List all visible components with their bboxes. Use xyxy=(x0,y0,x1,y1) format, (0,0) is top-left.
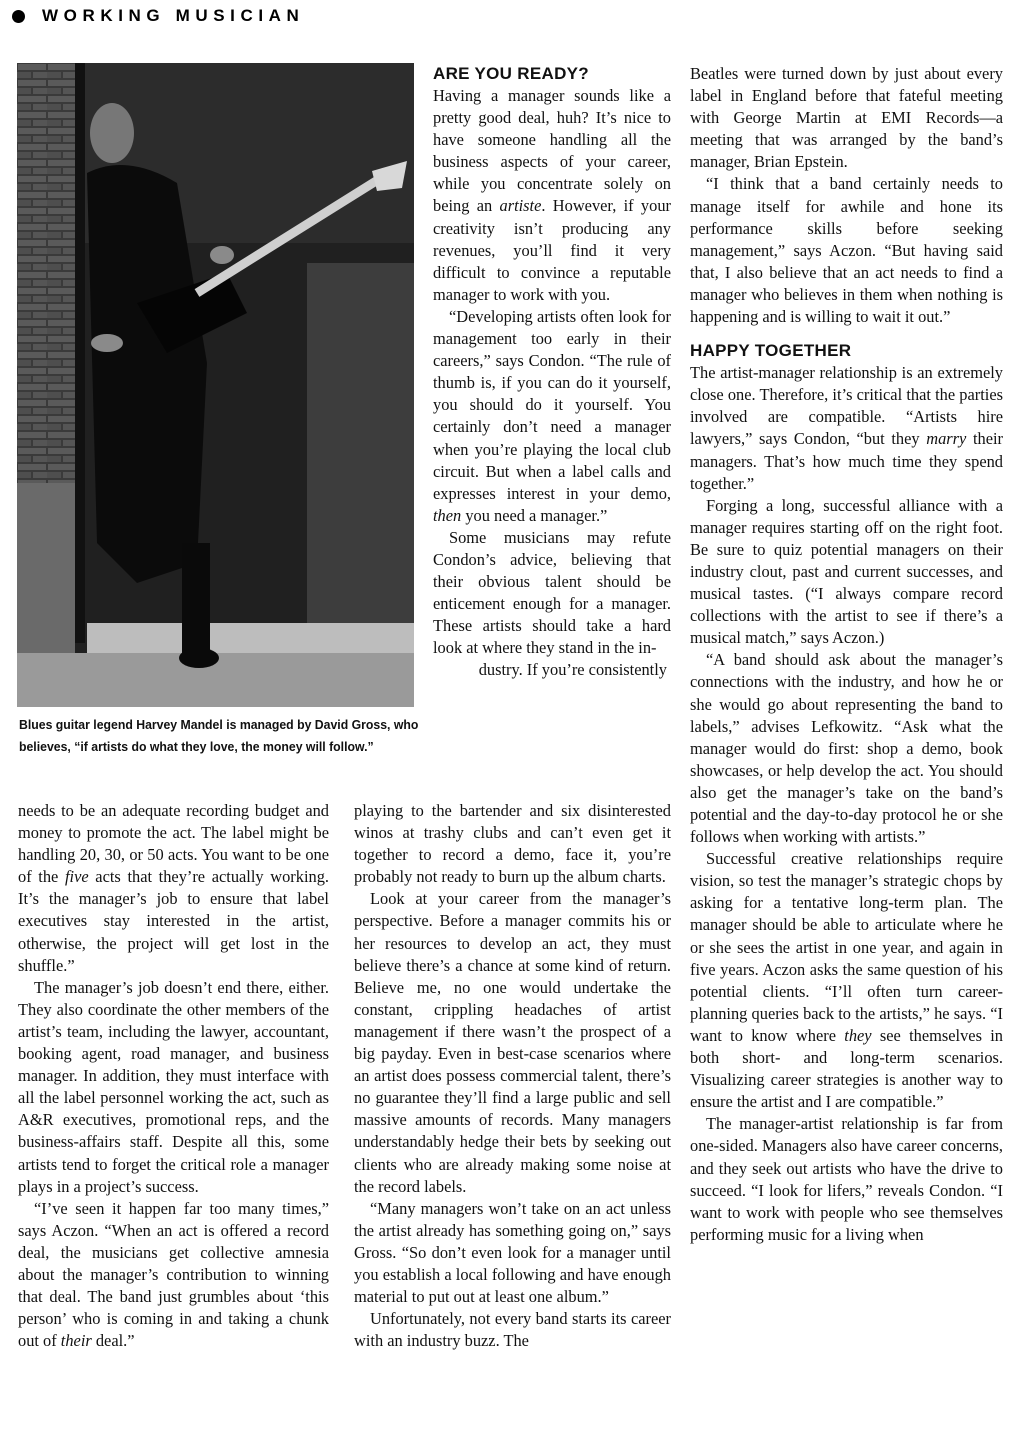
paragraph: The manager’s job doesn’t end there, either. They also coordinate the other members of the artist’s team, including the lawyer, accountant, booking agent, road manager, and business manager. In addition, they must interface with all the label personnel working the act, such as A&R executives, promotional reps, and the business-affairs staff. Despite all this, some artists tend to forget the critical role a manager plays in a project’s success. xyxy=(18,977,329,1196)
text: “Developing artists often look for management too early in their careers,” says Condon. “The rule of thumb is, if you can do it yourself, you should do it yourself. You certainly don’t need a manager when you’re playing the local club circuit. But when a label calls and expresses interest in your demo, xyxy=(433,306,671,503)
text: acts that they’re actually working. It’s the manager’s job to ensure that label executives stay interested in the artist, otherwise, the project will get lost in the shuffle.” xyxy=(18,867,329,975)
paragraph: Look at your career from the manager’s perspective. Before a manager commits his or her resources to develop an act, they must believe there’s a chance at some kind of return. Believe me, no one would undertake the constant, crippling headaches of artist management if there wasn’t the prospect of a big payday. Even in best-case scenarios where an artist does possess commercial talent, there’s no guarantee they’ll find a large public and sell massive amounts of records. Many managers understandably hedge their bets by seeking out clients who are already making some noise at the record labels. xyxy=(354,889,671,1196)
paragraph: The manager-artist relationship is far from one-sided. Managers also have career concerns, and they seek out artists who have the drive to succeed. “I look for lifers,” reveals Condon. “I want to work with people who see themselves performing music for a living when xyxy=(690,1114,1003,1244)
photo-caption: Blues guitar legend Harvey Mandel is managed by David Gross, who believes, “if artists do what they love, the money will follow.” xyxy=(19,717,419,754)
text: see themselves in both short- and long-term scenarios. Visualizing career strategies is another way to ensure the artist and I are compatible.” xyxy=(690,1025,1003,1112)
paragraph: “Many managers won’t take on an act unless the artist already has something going on,” says Gross. “So don’t even look for a manager until you establish a local following and have enough material to put out at least one album.” xyxy=(354,1198,671,1307)
text: Successful creative relationships require vision, so test the manager’s strategic chops by asking for a tentative long-term plan. The manager should be able to articulate where he or she sees the artist in one year, and again in five years. Aczon asks the same question of his potential clients. “I’ll often turn career-planning queries back to the artists,” he says. “I want to know where xyxy=(690,849,1003,1045)
paragraph xyxy=(18,800,329,977)
text: “I’ve seen it happen far too many times,” says Aczon. “When an act is offered a record deal, the musicians get collective amnesia about the manager’s contribution to winning that deal. The band just grumbles about ‘this person’ who is coming in and taking a chunk out of xyxy=(18,1198,329,1351)
emphasis: five xyxy=(64,867,89,887)
section-heading-are-you-ready: ARE YOU READY? xyxy=(433,64,589,83)
section-heading-happy-together: HAPPY TOGETHER xyxy=(690,341,852,361)
text: The artist-manager relationship is an extremely close one. Therefore, it’s critical that the parties involved are compatible. “Artists hire lawyers,” says Condon, “but they xyxy=(690,363,1003,449)
text: Having a manager sounds like a pretty good deal, huh? It’s nice to have someone handling all the business aspects of your career, while you concentrate solely on being an xyxy=(433,86,671,216)
paragraph xyxy=(18,1198,329,1353)
article-column-middle-bottom xyxy=(354,800,671,1352)
text: you need a manager.” xyxy=(461,505,608,525)
paragraph xyxy=(433,306,671,527)
emphasis: then xyxy=(433,505,462,525)
paragraph xyxy=(690,848,1003,1113)
text: deal.” xyxy=(91,1331,135,1351)
guitarist-photo-illustration xyxy=(17,63,414,707)
paragraph: Unfortunately, not every band starts its career with an industry buzz. The xyxy=(354,1309,671,1351)
article-photo xyxy=(17,63,414,707)
text: their managers. That’s how much time they spend together.” xyxy=(690,429,1003,493)
paragraph xyxy=(690,362,1003,495)
paragraph: “I think that a band certainly needs to manage itself for awhile and hone its performance skills before seeking management,” says Aczon. “But having said that, I also believe that an act needs to find a manager who believes in them when nothing is happening and is willing to wait it out.” xyxy=(690,174,1003,327)
emphasis: marry xyxy=(926,429,967,449)
section-title: WORKING MUSICIAN xyxy=(42,6,305,25)
article-column-middle-top xyxy=(433,63,671,682)
paragraph-continuation: dustry. If you’re consistently xyxy=(478,660,667,680)
emphasis: they xyxy=(844,1025,872,1045)
paragraph: “A band should ask about the manager’s connections with the industry, and how he or she would go about representing the band to labels,” advises Lefkowitz. “Ask what the manager would do first: shop a demo, book showcases, or help develop the act. You should also get the manager’s take on the band’s potential and the day-to-day protocol he or she follows when working with artists.” xyxy=(690,650,1003,847)
bullet-icon xyxy=(12,10,25,23)
emphasis: their xyxy=(60,1331,92,1351)
text: needs to be an adequate recording budget and money to promote the act. The label might be handling 20, 30, or 50 acts. You want to be one of the xyxy=(18,801,329,887)
paragraph: Beatles were turned down by just about every label in England before that fateful meeting with George Martin at EMI Records—a meeting that was arranged by the band’s manager, Brian Epstein. xyxy=(690,64,1003,172)
article-column-right xyxy=(690,63,1003,1246)
emphasis: artiste xyxy=(499,196,542,216)
paragraph: playing to the bartender and six disinterested winos at trashy clubs and can’t even get it together to record a demo, face it, you’re probably not ready to burn up the album charts. xyxy=(354,801,671,887)
paragraph xyxy=(433,85,671,306)
article-column-left-bottom xyxy=(18,800,329,1352)
text: . However, if your creativity isn’t producing any revenues, you’ll find it very difficult to convince a reputable manager to work with you. xyxy=(433,196,671,304)
section-header xyxy=(12,6,304,26)
paragraph: Forging a long, successful alliance with a manager requires starting off on the right foot. Be sure to quiz potential managers on their industry clout, past and current successes, and musical tastes. (“I always compare record collections with the artist to see if there’s a musical match,” says Aczon.) xyxy=(690,495,1003,648)
paragraph: Some musicians may refute Condon’s advice, believing that their obvious talent should be enticement enough for a manager. These artists should take a hard look at where they stand in the in- xyxy=(433,527,671,658)
